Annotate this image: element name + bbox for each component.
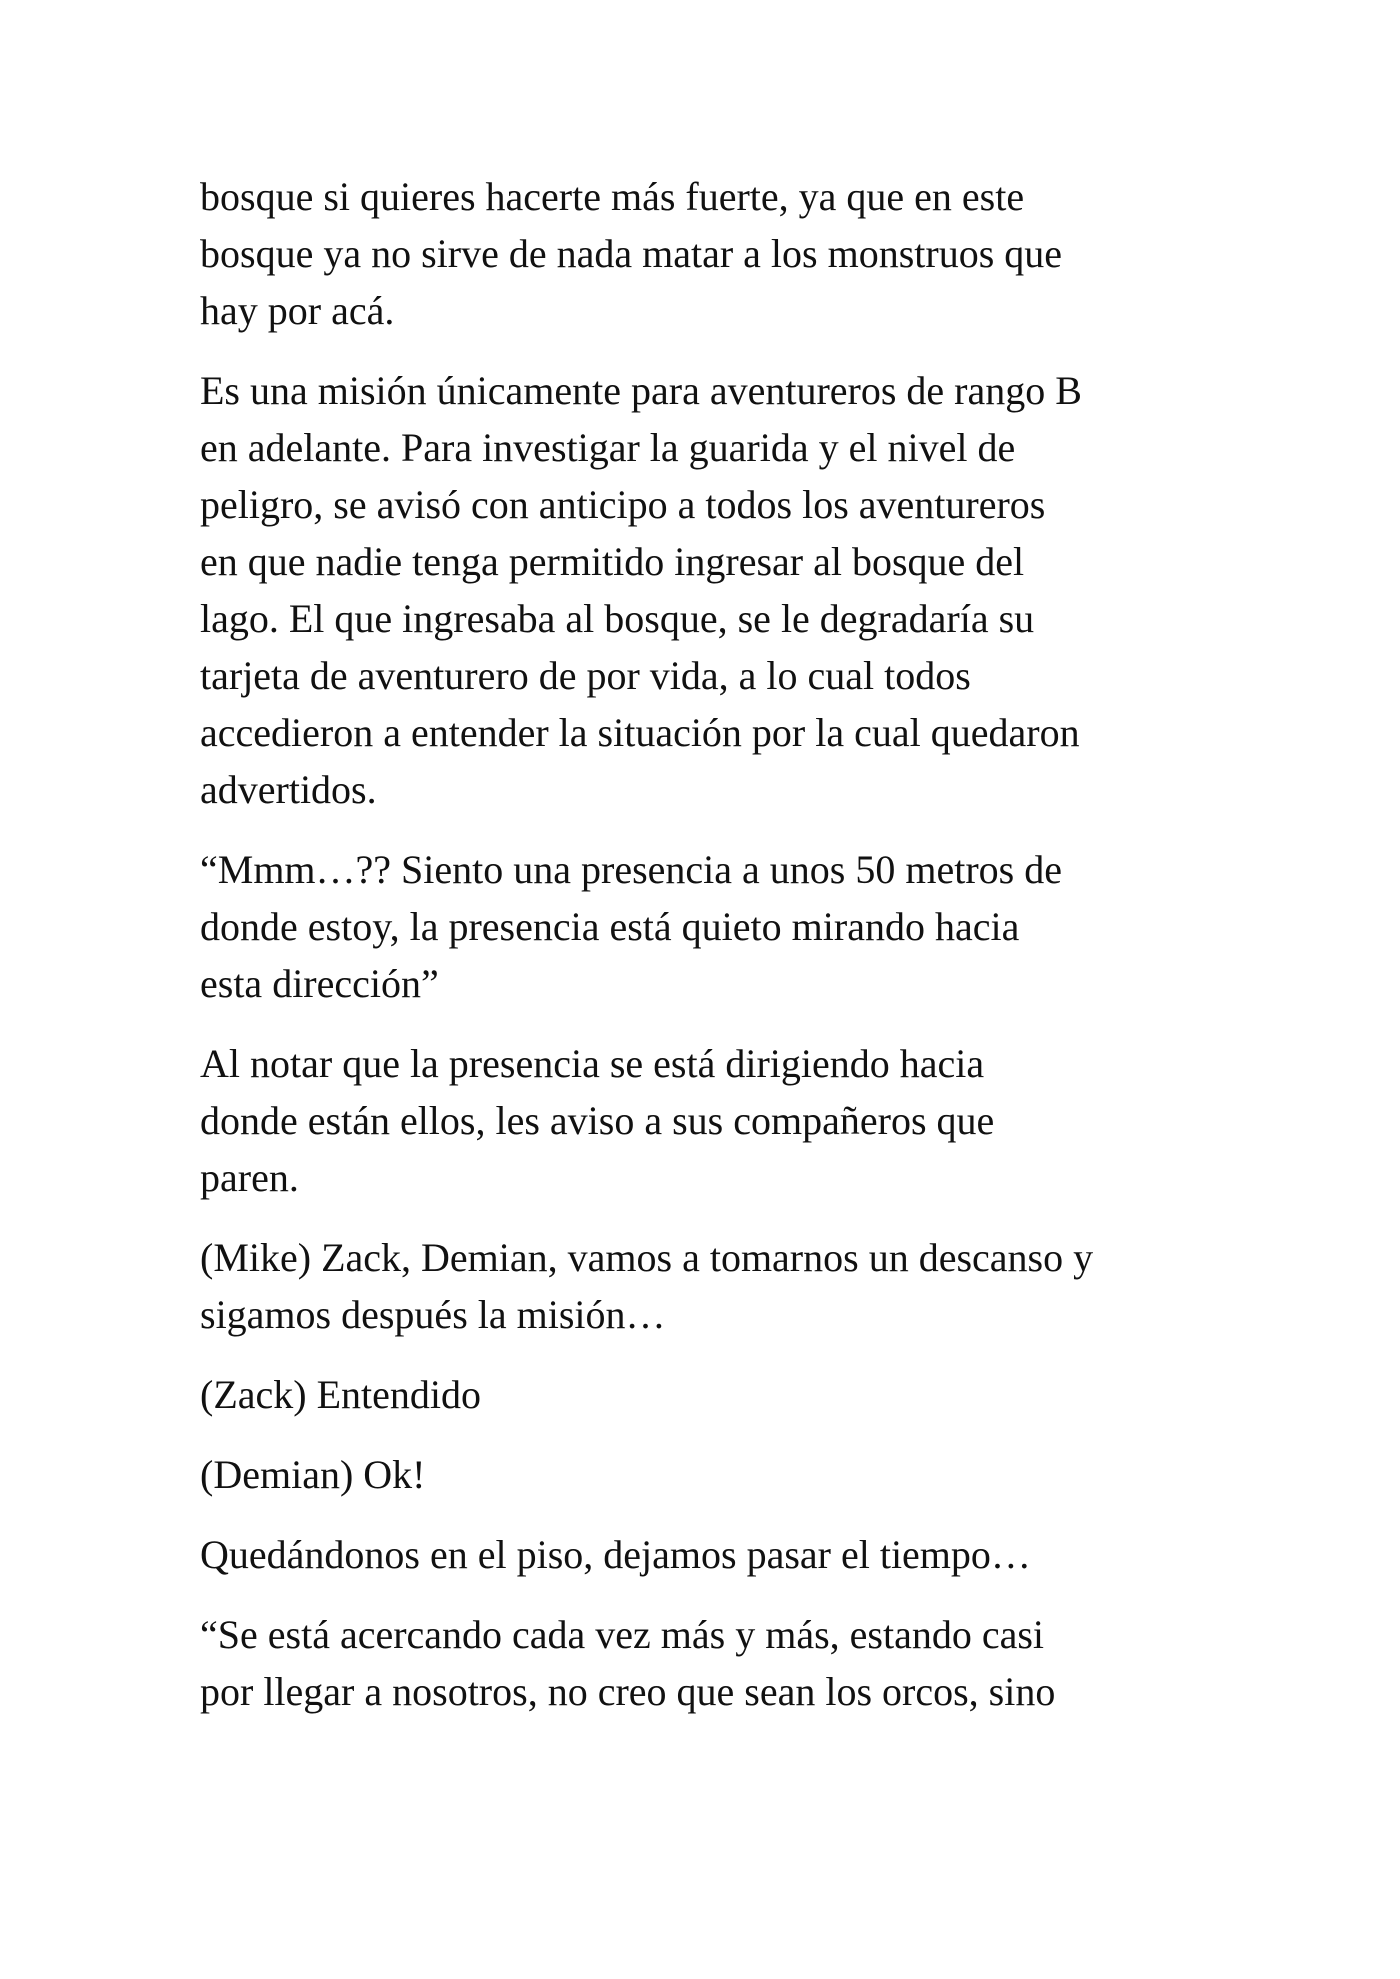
text-line: “Mmm…?? Siento una presencia a unos 50 metros de <box>200 847 1062 892</box>
text-line: en que nadie tenga permitido ingresar al bosque del <box>200 539 1025 584</box>
paragraph <box>200 1606 1220 1720</box>
text-line: hay por acá. <box>200 288 395 333</box>
paragraph <box>200 362 1220 818</box>
document-body <box>200 168 1220 1743</box>
text-line: por llegar a nosotros, no creo que sean los orcos, sino <box>200 1669 1056 1714</box>
paragraph <box>200 1366 1220 1423</box>
text-line: paren. <box>200 1155 299 1200</box>
paragraph <box>200 168 1220 339</box>
text-line: bosque ya no sirve de nada matar a los monstruos que <box>200 231 1063 276</box>
paragraph <box>200 1446 1220 1503</box>
text-line: Quedándonos en el piso, dejamos pasar el tiempo… <box>200 1532 1031 1577</box>
text-line: Al notar que la presencia se está dirigiendo hacia <box>200 1041 985 1086</box>
text-line: esta dirección” <box>200 961 439 1006</box>
paragraph <box>200 1229 1220 1343</box>
text-line: donde están ellos, les aviso a sus compañeros que <box>200 1098 995 1143</box>
text-line: en adelante. Para investigar la guarida y el nivel de <box>200 425 1016 470</box>
text-line: peligro, se avisó con anticipo a todos los aventureros <box>200 482 1046 527</box>
text-line: donde estoy, la presencia está quieto mirando hacia <box>200 904 1020 949</box>
text-line: (Demian) Ok! <box>200 1452 426 1497</box>
text-line: advertidos. <box>200 767 377 812</box>
paragraph <box>200 1035 1220 1206</box>
text-line: lago. El que ingresaba al bosque, se le degradaría su <box>200 596 1035 641</box>
text-line: Es una misión únicamente para aventureros de rango B <box>200 368 1082 413</box>
text-line: accedieron a entender la situación por la cual quedaron <box>200 710 1080 755</box>
text-line: (Zack) Entendido <box>200 1372 481 1417</box>
text-line: (Mike) Zack, Demian, vamos a tomarnos un descanso y <box>200 1235 1094 1280</box>
paragraph <box>200 841 1220 1012</box>
paragraph <box>200 1526 1220 1583</box>
text-line: sigamos después la misión… <box>200 1292 666 1337</box>
text-line: tarjeta de aventurero de por vida, a lo cual todos <box>200 653 971 698</box>
text-line: “Se está acercando cada vez más y más, estando casi <box>200 1612 1045 1657</box>
text-line: bosque si quieres hacerte más fuerte, ya que en este <box>200 174 1025 219</box>
